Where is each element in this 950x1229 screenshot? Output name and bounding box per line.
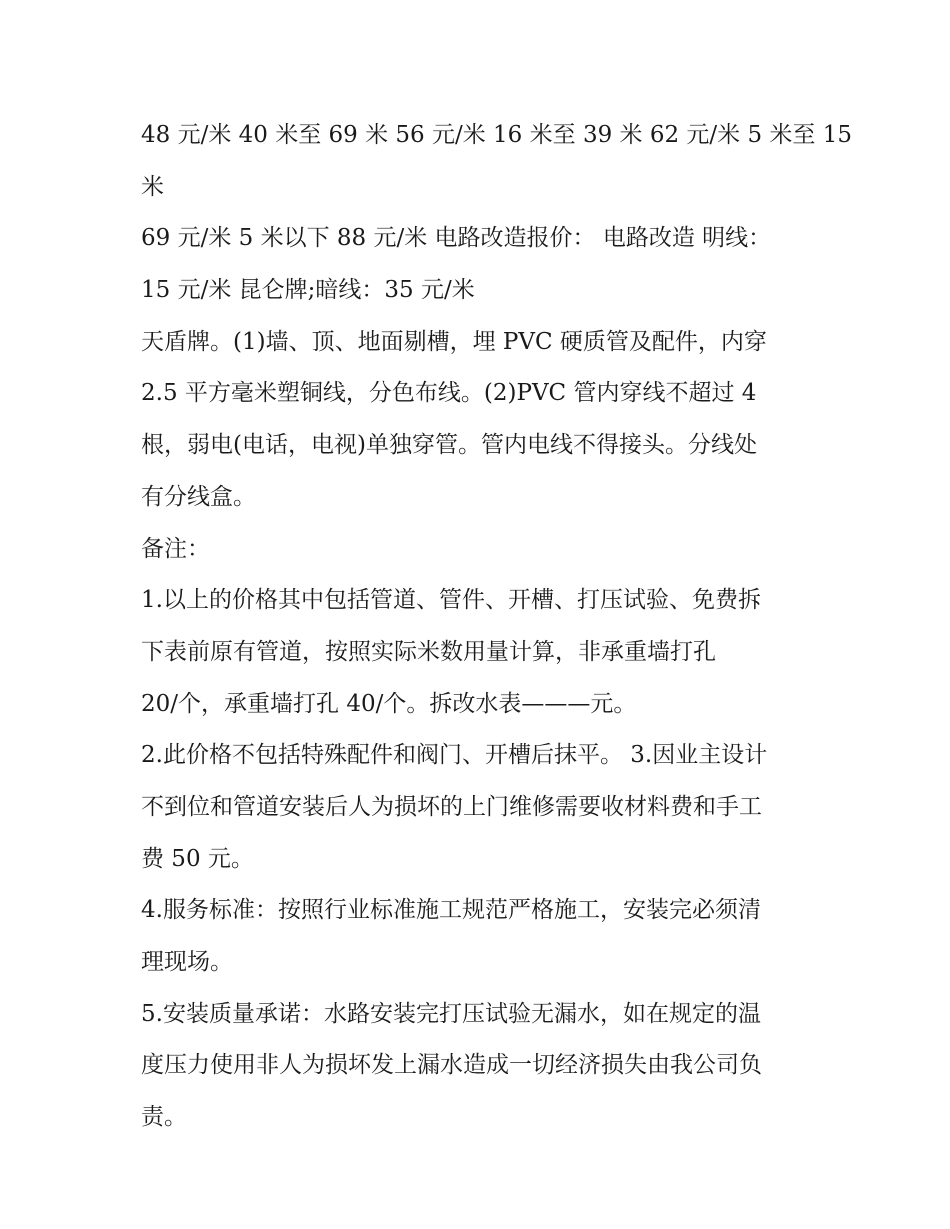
note-3-line-3: 费 50 元。 bbox=[141, 845, 254, 872]
notes-heading: 备注： bbox=[141, 535, 210, 562]
price-line-4: 15 元/米 昆仑牌;暗线：35 元/米 bbox=[141, 277, 475, 304]
note-4-line-2: 理现场。 bbox=[141, 949, 233, 975]
note-5-line-3: 责。 bbox=[141, 1104, 187, 1131]
note-3-line-2: 不到位和管道安装后人为损坏的上门维修需要收材料费和手工 bbox=[141, 793, 762, 820]
document-body bbox=[141, 110, 852, 1144]
wiring-spec-line-3: 根，弱电(电话，电视)单独穿管。管内电线不得接头。分线处 bbox=[141, 432, 757, 459]
price-line-3: 69 元/米 5 米以下 88 元/米 电路改造报价： 电路改造 明线： bbox=[141, 225, 772, 252]
wiring-spec-line-1: 天盾牌。(1)墙、顶、地面剔槽，埋 PVC 硬质管及配件，内穿 bbox=[141, 328, 767, 355]
wiring-spec-line-2: 2.5 平方毫米塑铜线，分色布线。(2)PVC 管内穿线不超过 4 bbox=[141, 380, 757, 407]
note-5-line-2: 度压力使用非人为损坏发上漏水造成一切经济损失由我公司负 bbox=[141, 1052, 762, 1079]
price-line-2: 米 bbox=[141, 173, 164, 200]
note-5-line-1: 5.安装质量承诺：水路安装完打压试验无漏水，如在规定的温 bbox=[141, 1000, 761, 1027]
wiring-spec-line-4: 有分线盒。 bbox=[141, 483, 256, 510]
note-1-line-1: 1.以上的价格其中包括管道、管件、开槽、打压试验、免费拆 bbox=[141, 587, 761, 614]
price-line-1: 48 元/米 40 米至 69 米 56 元/米 16 米至 39 米 62 元/米 5 米至 15 bbox=[141, 122, 852, 148]
note-2-3-line-1: 2.此价格不包括特殊配件和阀门、开槽后抹平。 3.因业主设计 bbox=[141, 742, 768, 769]
note-4-line-1: 4.服务标准：按照行业标准施工规范严格施工，安装完必须清 bbox=[141, 897, 761, 924]
note-1-line-2: 下表前原有管道，按照实际米数用量计算，非承重墙打孔 bbox=[141, 638, 716, 665]
note-1-line-3: 20/个，承重墙打孔 40/个。拆改水表———元。 bbox=[141, 690, 637, 717]
